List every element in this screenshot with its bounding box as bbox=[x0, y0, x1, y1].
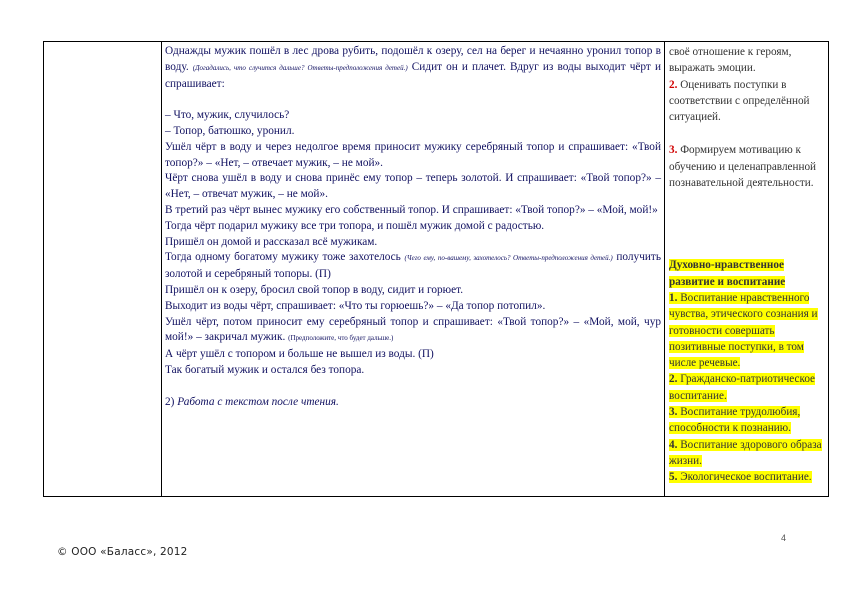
goal-item: своё отношение к героям, выражать эмоции. bbox=[669, 46, 792, 75]
story-paragraph: Тогда чёрт подарил мужику все три топора, и пошёл мужик домой с радостью. bbox=[165, 219, 545, 232]
story-paragraph: Чёрт снова ушёл в воду и снова принёс ему топор – теперь золотой. И спрашивает: «Твой топор?» – «Нет, – отвечат мужик, – не мой». bbox=[165, 172, 661, 201]
item-text: Воспитание здорового образа жизни. bbox=[669, 438, 822, 467]
story-paragraph bbox=[165, 44, 661, 92]
teacher-note: (Чего ему, по-вашему, захотелось? Ответы-предположения детей.) bbox=[404, 254, 613, 263]
item-number: 5. bbox=[669, 471, 678, 484]
stage-column bbox=[44, 42, 162, 496]
copyright-footer: © ООО «Баласс», 2012 bbox=[57, 546, 188, 558]
spacer bbox=[669, 191, 824, 257]
spacer bbox=[165, 379, 661, 395]
story-paragraph: Выходит из воды чёрт, спрашивает: «Что ты горюешь?» – «Да топор потопил». bbox=[165, 299, 546, 312]
story-paragraph bbox=[165, 395, 661, 411]
story-text: Однажды мужик пошёл в лес дрова рубить, подошёл к озеру, сел на берег и нечаянно уронил топор в воду. bbox=[165, 45, 661, 73]
story-paragraph bbox=[165, 315, 661, 348]
goal-text: Оценивать поступки в соответствии с определённой ситуацией. bbox=[669, 78, 810, 124]
story-paragraph: Пришёл он домой и рассказал всё мужикам. bbox=[165, 235, 378, 248]
goal-number: 3. bbox=[669, 144, 678, 157]
page-number: 4 bbox=[781, 533, 787, 543]
story-column bbox=[162, 42, 665, 496]
story-paragraph: Пришёл он к озеру, бросил свой топор в воду, сидит и горюет. bbox=[165, 283, 464, 296]
spacer bbox=[165, 92, 661, 108]
story-text: получить золотой и серебряный топоры. (П) bbox=[165, 251, 662, 281]
goal-item bbox=[669, 77, 824, 126]
story-paragraph: – Что, мужик, случилось? bbox=[165, 109, 290, 122]
step-number: 2) bbox=[165, 395, 175, 408]
teacher-note: (Предположите, что будет дальше.) bbox=[288, 334, 394, 343]
story-paragraph bbox=[165, 250, 661, 283]
goal-text: Формируем мотивацию к обучению и целенаправленной познавательной деятельности. bbox=[669, 144, 817, 190]
section-heading: Духовно-нравственное развитие и воспитание bbox=[669, 259, 786, 288]
spacer bbox=[669, 125, 824, 142]
story-paragraph: – Топор, батюшко, уронил. bbox=[165, 124, 295, 137]
story-text: Ушёл чёрт, потом приносит ему серебряный топор и спрашивает: «Твой топор?» – «Мой, мой, чур мой!» – закричал мужик. bbox=[165, 315, 661, 344]
education-item bbox=[669, 290, 824, 371]
teacher-note: (Догадались, что случится дальше? Ответы-предположения детей.) bbox=[192, 63, 408, 72]
goal-item bbox=[669, 142, 824, 191]
item-text: Экологическое воспитание. bbox=[680, 471, 812, 484]
story-text: Тогда одному богатому мужику тоже захотелось bbox=[165, 251, 401, 264]
goals-column bbox=[665, 42, 828, 496]
goal-number: 2. bbox=[669, 78, 678, 91]
item-number: 2. bbox=[669, 373, 678, 386]
education-item bbox=[669, 371, 824, 404]
lesson-table bbox=[43, 41, 829, 497]
item-text: Воспитание нравственного чувства, этического сознания и готовности совершать позитивные поступки, в том числе речевые. bbox=[669, 291, 818, 370]
item-text: Воспитание трудолюбия, способности к познанию. bbox=[669, 406, 801, 435]
item-text: Гражданско-патриотическое воспитание. bbox=[669, 373, 816, 402]
education-item bbox=[669, 437, 824, 470]
education-item bbox=[669, 404, 824, 437]
story-text: Сидит он и плачет. Вдруг из воды выходит чёрт и спрашивает: bbox=[165, 60, 661, 90]
story-paragraph: Ушёл чёрт в воду и через недолгое время приносит мужику серебряный топор и спрашивает: «Твой топор?» – «Нет, – отвечает мужик, – не мой». bbox=[165, 140, 661, 169]
step-title: Работа с текстом после чтения. bbox=[177, 395, 339, 408]
item-number: 1. bbox=[669, 291, 678, 304]
education-item bbox=[669, 469, 824, 485]
story-paragraph: В третий раз чёрт вынес мужику его собственный топор. И спрашивает: «Твой топор?» – «Мой, мой!» bbox=[165, 203, 658, 216]
item-number: 4. bbox=[669, 438, 678, 451]
item-number: 3. bbox=[669, 406, 678, 419]
story-paragraph: Так богатый мужик и остался без топора. bbox=[165, 363, 365, 376]
story-paragraph: А чёрт ушёл с топором и больше не вышел из воды. (П) bbox=[165, 348, 434, 361]
